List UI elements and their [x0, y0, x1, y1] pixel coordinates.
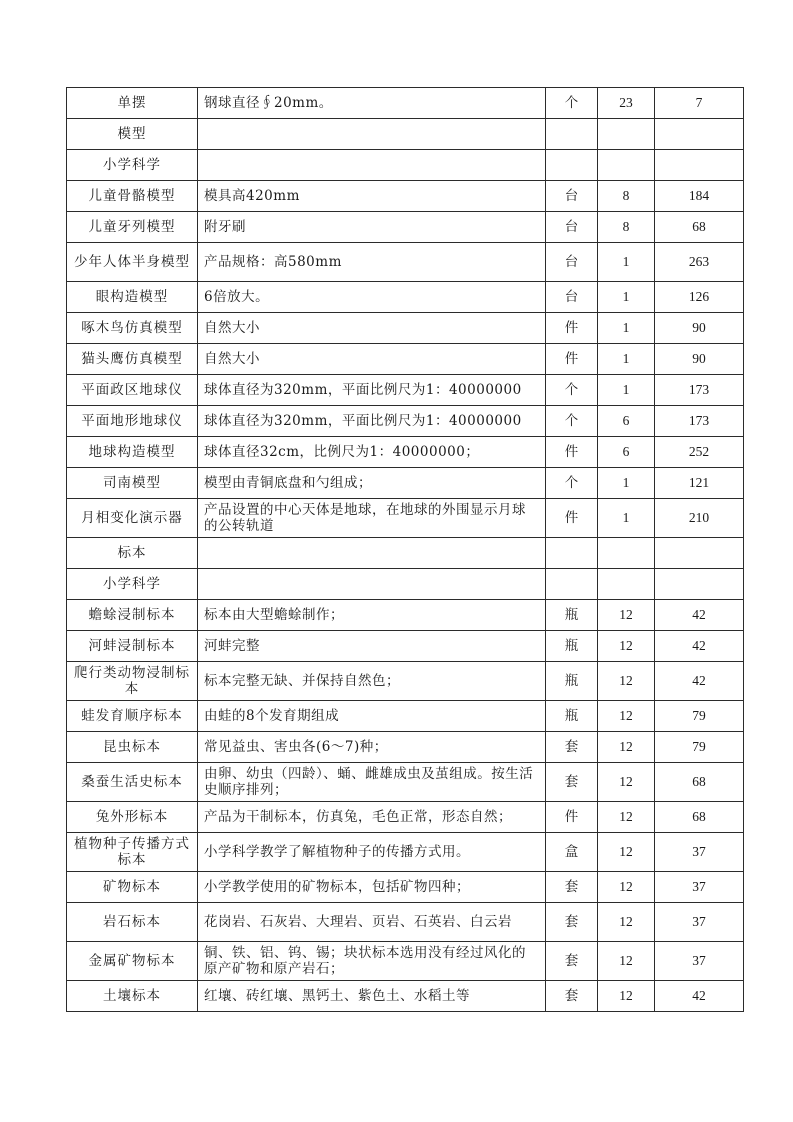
item-price: 37: [655, 942, 744, 981]
item-price: 121: [655, 468, 744, 499]
item-quantity: 6: [598, 437, 655, 468]
item-name: 矿物标本: [67, 872, 198, 903]
item-quantity: 1: [598, 375, 655, 406]
item-quantity: 8: [598, 181, 655, 212]
item-spec: 钢球直径∮20mm。: [198, 88, 546, 119]
item-name: 地球构造模型: [67, 437, 198, 468]
table-row: [67, 344, 744, 375]
item-spec: 球体直径为320mm，平面比例尺为1：40000000: [198, 406, 546, 437]
item-quantity: 1: [598, 313, 655, 344]
table-row: [67, 150, 744, 181]
item-quantity: 12: [598, 802, 655, 833]
item-unit: 套: [546, 872, 598, 903]
item-price: 42: [655, 981, 744, 1012]
item-quantity: [598, 538, 655, 569]
item-spec: 红壤、砖红壤、黑钙土、紫色土、水稻土等: [198, 981, 546, 1012]
item-spec: 由卵、幼虫（四龄）、蛹、雌雄成虫及茧组成。按生活史顺序排列；: [198, 763, 546, 802]
table-row: [67, 243, 744, 282]
table-row: [67, 631, 744, 662]
item-unit: 套: [546, 942, 598, 981]
item-unit: [546, 150, 598, 181]
table-row: [67, 181, 744, 212]
item-spec: 小学科学教学了解植物种子的传播方式用。: [198, 833, 546, 872]
item-spec: 自然大小: [198, 344, 546, 375]
table-row: [67, 981, 744, 1012]
item-price: 173: [655, 406, 744, 437]
item-name: 兔外形标本: [67, 802, 198, 833]
item-unit: [546, 538, 598, 569]
item-spec: 产品规格：高580mm: [198, 243, 546, 282]
item-price: 210: [655, 499, 744, 538]
subsection-heading: 小学科学: [67, 569, 198, 600]
item-price: 184: [655, 181, 744, 212]
item-spec: 由蛙的8个发育期组成: [198, 701, 546, 732]
item-name: 儿童牙列模型: [67, 212, 198, 243]
item-spec: 自然大小: [198, 313, 546, 344]
item-unit: 个: [546, 88, 598, 119]
item-price: 263: [655, 243, 744, 282]
item-price: 79: [655, 701, 744, 732]
item-unit: [546, 119, 598, 150]
item-price: 90: [655, 344, 744, 375]
item-quantity: 12: [598, 903, 655, 942]
item-spec: 标本完整无缺、并保持自然色；: [198, 662, 546, 701]
table-row: [67, 763, 744, 802]
item-quantity: 12: [598, 872, 655, 903]
item-spec: 产品设置的中心天体是地球，在地球的外围显示月球的公转轨道: [198, 499, 546, 538]
item-price: 42: [655, 600, 744, 631]
item-price: 90: [655, 313, 744, 344]
table-row: [67, 437, 744, 468]
item-price: 68: [655, 212, 744, 243]
item-name: 平面地形地球仪: [67, 406, 198, 437]
item-quantity: 12: [598, 631, 655, 662]
item-spec: 产品为干制标本，仿真兔，毛色正常，形态自然；: [198, 802, 546, 833]
item-name: 平面政区地球仪: [67, 375, 198, 406]
item-quantity: 1: [598, 282, 655, 313]
table-row: [67, 701, 744, 732]
item-spec: 6倍放大。: [198, 282, 546, 313]
table-row: [67, 212, 744, 243]
item-spec: 球体直径为320mm，平面比例尺为1：40000000: [198, 375, 546, 406]
item-quantity: [598, 150, 655, 181]
item-price: 68: [655, 802, 744, 833]
item-price: 79: [655, 732, 744, 763]
table-row: [67, 833, 744, 872]
item-spec: 小学教学使用的矿物标本，包括矿物四种；: [198, 872, 546, 903]
table-row: [67, 569, 744, 600]
item-quantity: 12: [598, 662, 655, 701]
item-spec: 模型由青铜底盘和勺组成；: [198, 468, 546, 499]
item-unit: 个: [546, 375, 598, 406]
table-row: [67, 942, 744, 981]
item-name: 蟾蜍浸制标本: [67, 600, 198, 631]
item-unit: [546, 569, 598, 600]
item-price: 37: [655, 833, 744, 872]
item-quantity: 8: [598, 212, 655, 243]
item-spec: [198, 119, 546, 150]
item-name: 昆虫标本: [67, 732, 198, 763]
item-name: 月相变化演示器: [67, 499, 198, 538]
item-quantity: 12: [598, 981, 655, 1012]
item-spec: 标本由大型蟾蜍制作；: [198, 600, 546, 631]
item-price: 42: [655, 662, 744, 701]
item-unit: 台: [546, 181, 598, 212]
item-unit: 个: [546, 468, 598, 499]
item-name: 植物种子传播方式标本: [67, 833, 198, 872]
equipment-table: [66, 87, 744, 1012]
item-name: 桑蚕生活史标本: [67, 763, 198, 802]
item-price: 68: [655, 763, 744, 802]
table-row: [67, 538, 744, 569]
item-price: [655, 150, 744, 181]
table-row: [67, 375, 744, 406]
table-row: [67, 313, 744, 344]
item-unit: 套: [546, 732, 598, 763]
table-row: [67, 600, 744, 631]
item-quantity: 12: [598, 732, 655, 763]
item-price: [655, 538, 744, 569]
item-unit: 台: [546, 212, 598, 243]
item-unit: 台: [546, 282, 598, 313]
item-name: 单摆: [67, 88, 198, 119]
item-name: 少年人体半身模型: [67, 243, 198, 282]
item-quantity: 1: [598, 499, 655, 538]
subsection-heading: 小学科学: [67, 150, 198, 181]
item-price: 42: [655, 631, 744, 662]
item-price: 37: [655, 903, 744, 942]
item-unit: 件: [546, 802, 598, 833]
item-price: 7: [655, 88, 744, 119]
item-unit: 套: [546, 763, 598, 802]
table-row: [67, 468, 744, 499]
item-unit: 瓶: [546, 701, 598, 732]
item-name: 儿童骨骼模型: [67, 181, 198, 212]
item-spec: 球体直径32cm，比例尺为1：40000000；: [198, 437, 546, 468]
item-price: 126: [655, 282, 744, 313]
table-row: [67, 406, 744, 437]
item-quantity: 12: [598, 600, 655, 631]
item-name: 啄木鸟仿真模型: [67, 313, 198, 344]
item-unit: 件: [546, 313, 598, 344]
item-spec: 常见益虫、害虫各(6～7)种；: [198, 732, 546, 763]
item-unit: 瓶: [546, 662, 598, 701]
table-row: [67, 732, 744, 763]
item-unit: 件: [546, 499, 598, 538]
item-unit: 件: [546, 437, 598, 468]
table-row: [67, 872, 744, 903]
item-name: 猫头鹰仿真模型: [67, 344, 198, 375]
item-price: [655, 569, 744, 600]
item-name: 司南模型: [67, 468, 198, 499]
item-quantity: [598, 569, 655, 600]
item-price: 252: [655, 437, 744, 468]
item-unit: 瓶: [546, 631, 598, 662]
item-spec: 河蚌完整: [198, 631, 546, 662]
item-price: 37: [655, 872, 744, 903]
table-row: [67, 119, 744, 150]
item-quantity: 12: [598, 833, 655, 872]
item-unit: 个: [546, 406, 598, 437]
item-quantity: 12: [598, 763, 655, 802]
item-name: 眼构造模型: [67, 282, 198, 313]
item-unit: 台: [546, 243, 598, 282]
item-quantity: 1: [598, 468, 655, 499]
item-name: 河蚌浸制标本: [67, 631, 198, 662]
item-quantity: 12: [598, 701, 655, 732]
item-unit: 套: [546, 903, 598, 942]
item-price: [655, 119, 744, 150]
item-spec: 附牙刷: [198, 212, 546, 243]
item-unit: 瓶: [546, 600, 598, 631]
section-heading: 模型: [67, 119, 198, 150]
item-unit: 套: [546, 981, 598, 1012]
item-spec: 铜、铁、铝、钨、锡；块状标本选用没有经过风化的原产矿物和原产岩石；: [198, 942, 546, 981]
item-quantity: 23: [598, 88, 655, 119]
section-heading: 标本: [67, 538, 198, 569]
item-quantity: 12: [598, 942, 655, 981]
item-price: 173: [655, 375, 744, 406]
item-unit: 件: [546, 344, 598, 375]
item-name: 土壤标本: [67, 981, 198, 1012]
table-row: [67, 499, 744, 538]
item-quantity: 6: [598, 406, 655, 437]
item-quantity: 1: [598, 243, 655, 282]
item-unit: 盒: [546, 833, 598, 872]
item-spec: [198, 538, 546, 569]
item-name: 岩石标本: [67, 903, 198, 942]
item-quantity: 1: [598, 344, 655, 375]
item-spec: 花岗岩、石灰岩、大理岩、页岩、石英岩、白云岩: [198, 903, 546, 942]
item-name: 金属矿物标本: [67, 942, 198, 981]
table-row: [67, 903, 744, 942]
item-spec: 模具高420mm: [198, 181, 546, 212]
table-row: [67, 662, 744, 701]
item-quantity: [598, 119, 655, 150]
item-spec: [198, 150, 546, 181]
table-row: [67, 88, 744, 119]
table-row: [67, 282, 744, 313]
table-row: [67, 802, 744, 833]
item-name: 蛙发育顺序标本: [67, 701, 198, 732]
item-spec: [198, 569, 546, 600]
item-name: 爬行类动物浸制标本: [67, 662, 198, 701]
